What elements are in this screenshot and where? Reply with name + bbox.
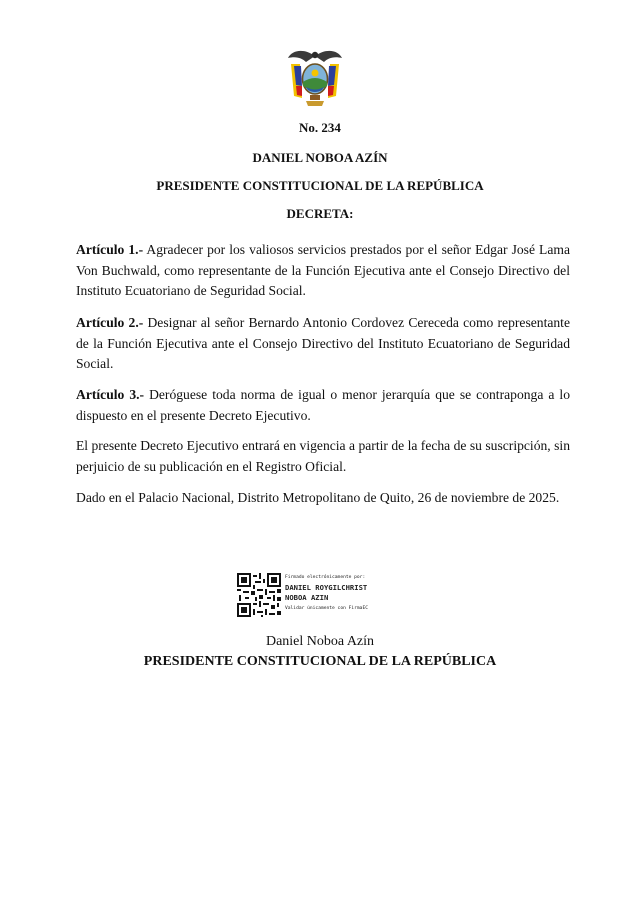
- president-name: DANIEL NOBOA AZÍN: [252, 150, 388, 165]
- article-1-text: Agradecer por los valiosos servicios prestados por el señor Edgar José Lama Von Buchwald, como representante de la Función Ejecutiva ante el Consejo Directivo del Instituto Ecuatoriano de Seguridad Social.: [76, 242, 570, 298]
- qr-code-icon: [237, 573, 281, 617]
- signer-title: PRESIDENTE CONSTITUCIONAL DE LA REPÚBLICA: [143, 654, 497, 669]
- article-3-label: Artículo 3.-: [76, 387, 145, 402]
- decree-number: No. 234: [299, 120, 341, 135]
- article-1-label: Artículo 1.-: [76, 242, 144, 257]
- coat-of-arms-icon: [286, 46, 344, 108]
- signer-name: Daniel Noboa Azín: [265, 634, 375, 649]
- article-2-label: Artículo 2.-: [76, 315, 144, 330]
- dado-paragraph: Dado en el Palacio Nacional, Distrito Metropolitano de Quito, 26 de noviembre de 2025.: [76, 490, 560, 505]
- article-2-text: Designar al señor Bernardo Antonio Cordovez Cereceda como representante de la Función Ejecutiva ante el Consejo Directivo del Instituto Ecuatoriano de Seguridad Social.: [76, 315, 570, 371]
- signature-caption: Firmado electrónicamente por:: [285, 575, 366, 580]
- president-title: PRESIDENTE CONSTITUCIONAL DE LA REPÚBLICA: [156, 178, 484, 193]
- decree-heading: DECRETA:: [286, 206, 354, 221]
- signature-validation: Validar únicamente con FirmaEC: [285, 606, 368, 611]
- signature-name-line2: NOBOA AZIN: [285, 593, 329, 602]
- article-2: [76, 313, 570, 375]
- article-3-text: Deróguese toda norma de igual o menor jerarquía que se contraponga a lo dispuesto en el presente Decreto Ejecutivo.: [76, 387, 570, 423]
- article-1: [76, 240, 570, 302]
- signature-name-line1: DANIEL ROYGILCHRIST: [285, 583, 368, 592]
- vigencia-paragraph: El presente Decreto Ejecutivo entrará en vigencia a partir de la fecha de su suscripción, sin perjuicio de su publicación en el Registro Oficial.: [76, 438, 570, 474]
- electronic-signature: [237, 573, 417, 619]
- article-3: [76, 385, 570, 426]
